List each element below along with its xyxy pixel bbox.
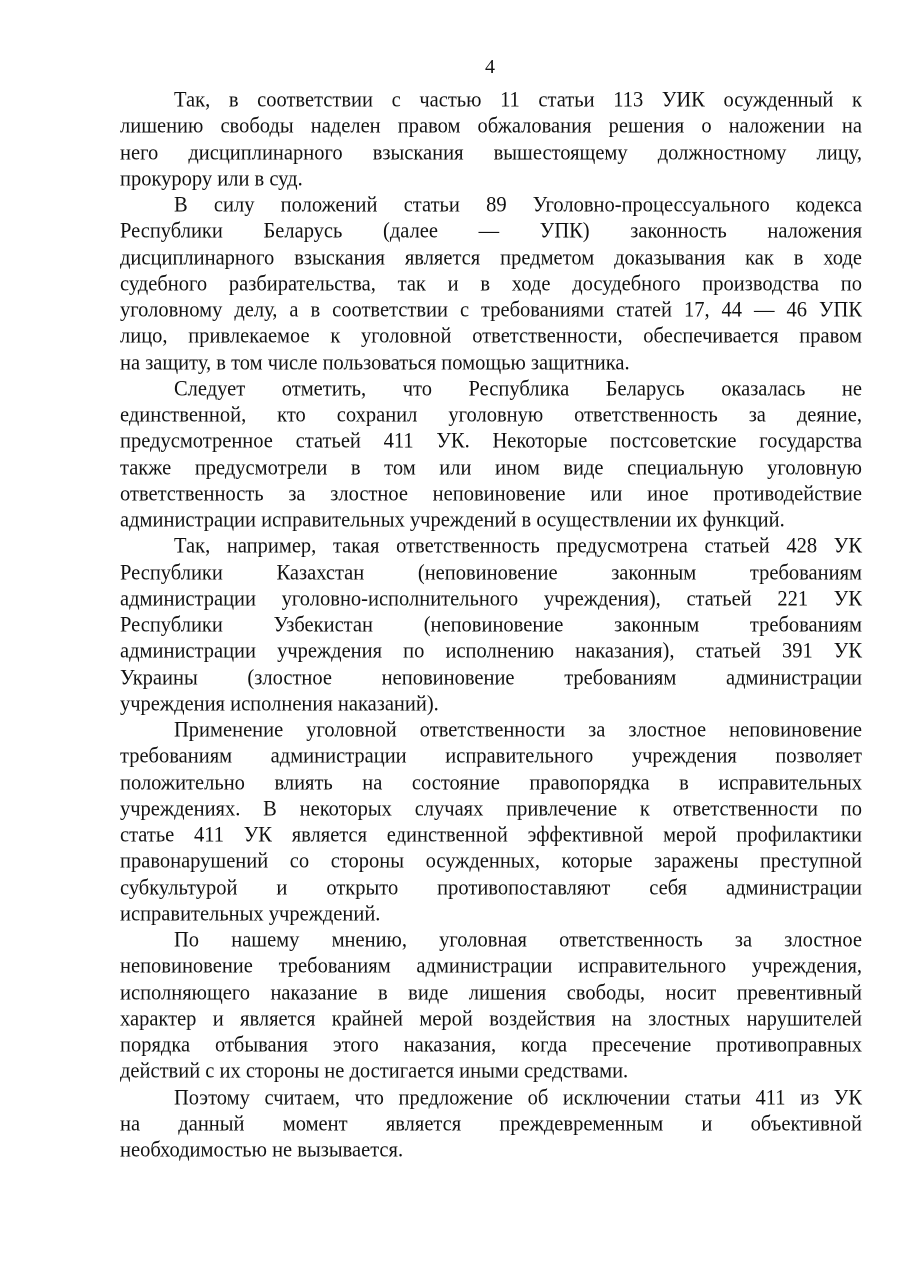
paragraph xyxy=(120,717,862,927)
text-line: субкультурой и открыто противопоставляют себя администрации xyxy=(120,875,862,900)
document-body xyxy=(120,87,862,1163)
text-line: Применение уголовной ответственности за злостное неповиновение xyxy=(174,718,862,742)
text-line: дисциплинарного взыскания является предметом доказывания как в ходе xyxy=(120,245,862,270)
text-line: характер и является крайней мерой воздействия на злостных нарушителей xyxy=(120,1006,862,1031)
text-line: ответственность за злостное неповиновение или иное противодействие xyxy=(120,481,862,506)
text-line: исполняющего наказание в виде лишения свободы, носит превентивный xyxy=(120,980,862,1005)
text-line: Республики Узбекистан (неповиновение законным требованиям xyxy=(120,613,862,637)
text-line: него дисциплинарного взыскания вышестоящему должностному лицу, xyxy=(120,140,862,165)
text-line: статье 411 УК является единственной эффективной мерой профилактики xyxy=(120,823,862,847)
paragraph xyxy=(120,1085,862,1164)
text-line: судебного разбирательства, так и в ходе досудебного производства по xyxy=(120,271,862,296)
text-line: Так, например, такая ответственность предусмотрена статьей 428 УК xyxy=(174,534,862,559)
text-line: Следует отметить, что Республика Беларусь оказалась не xyxy=(174,376,862,401)
text-line: прокурору или в суд. xyxy=(120,166,303,191)
paragraph xyxy=(120,927,862,1085)
paragraph xyxy=(120,192,862,376)
text-line: единственной, кто сохранил уголовную ответственность за деяние, xyxy=(120,403,862,427)
text-line: Республики Казахстан (неповиновение законным требованиям xyxy=(120,560,862,585)
text-line: лицо, привлекаемое к уголовной ответственности, обеспечивается правом xyxy=(120,324,862,349)
text-line: администрации учреждения по исполнению наказания), статьей 391 УК xyxy=(120,639,862,664)
paragraph xyxy=(120,87,862,192)
text-line: уголовному делу, а в соответствии с требованиями статей 17, 44 — 46 УПК xyxy=(120,298,862,322)
text-line: также предусмотрели в том или ином виде специальную уголовную xyxy=(120,455,862,480)
text-line: администрации уголовно-исполнительного учреждения), статьей 221 УК xyxy=(120,586,862,611)
text-line: лишению свободы наделен правом обжалования решения о наложении на xyxy=(120,114,862,139)
text-line: предусмотренное статьей 411 УК. Некоторые постсоветские государства xyxy=(120,429,862,454)
text-line: на данный момент является преждевременным и объективной xyxy=(120,1111,862,1136)
text-line: Республики Беларусь (далее — УПК) законность наложения xyxy=(120,219,862,244)
text-line: порядка отбывания этого наказания, когда пресечение противоправных xyxy=(120,1033,862,1057)
text-line: правонарушений со стороны осужденных, которые заражены преступной xyxy=(120,849,862,874)
text-line: учреждениях. В некоторых случаях привлечение к ответственности по xyxy=(120,796,862,821)
text-line: Поэтому считаем, что предложение об исключении статьи 411 из УК xyxy=(174,1085,862,1110)
text-line: Так, в соответствии с частью 11 статьи 113 УИК осужденный к xyxy=(174,88,862,112)
text-line: По нашему мнению, уголовная ответственность за злостное xyxy=(174,928,862,952)
text-line: неповиновение требованиям администрации исправительного учреждения, xyxy=(120,954,862,979)
text-line: требованиям администрации исправительного учреждения позволяет xyxy=(120,744,862,769)
text-line: Украины (злостное неповиновение требованиям администрации xyxy=(120,665,862,690)
page-number: 4 xyxy=(485,56,495,78)
paragraph xyxy=(120,533,862,717)
text-line: на защиту, в том числе пользоваться помощью защитника. xyxy=(120,350,630,375)
text-line: администрации исправительных учреждений в осуществлении их функций. xyxy=(120,508,785,532)
text-line: В силу положений статьи 89 Уголовно-процессуального кодекса xyxy=(174,193,862,217)
text-line: действий с их стороны не достигается иными средствами. xyxy=(120,1059,629,1084)
text-line: учреждения исполнения наказаний). xyxy=(120,691,439,716)
text-line: исправительных учреждений. xyxy=(120,901,381,926)
text-line: положительно влиять на состояние правопорядка в исправительных xyxy=(120,770,862,795)
text-line: необходимостью не вызывается. xyxy=(120,1138,404,1162)
paragraph xyxy=(120,376,862,534)
